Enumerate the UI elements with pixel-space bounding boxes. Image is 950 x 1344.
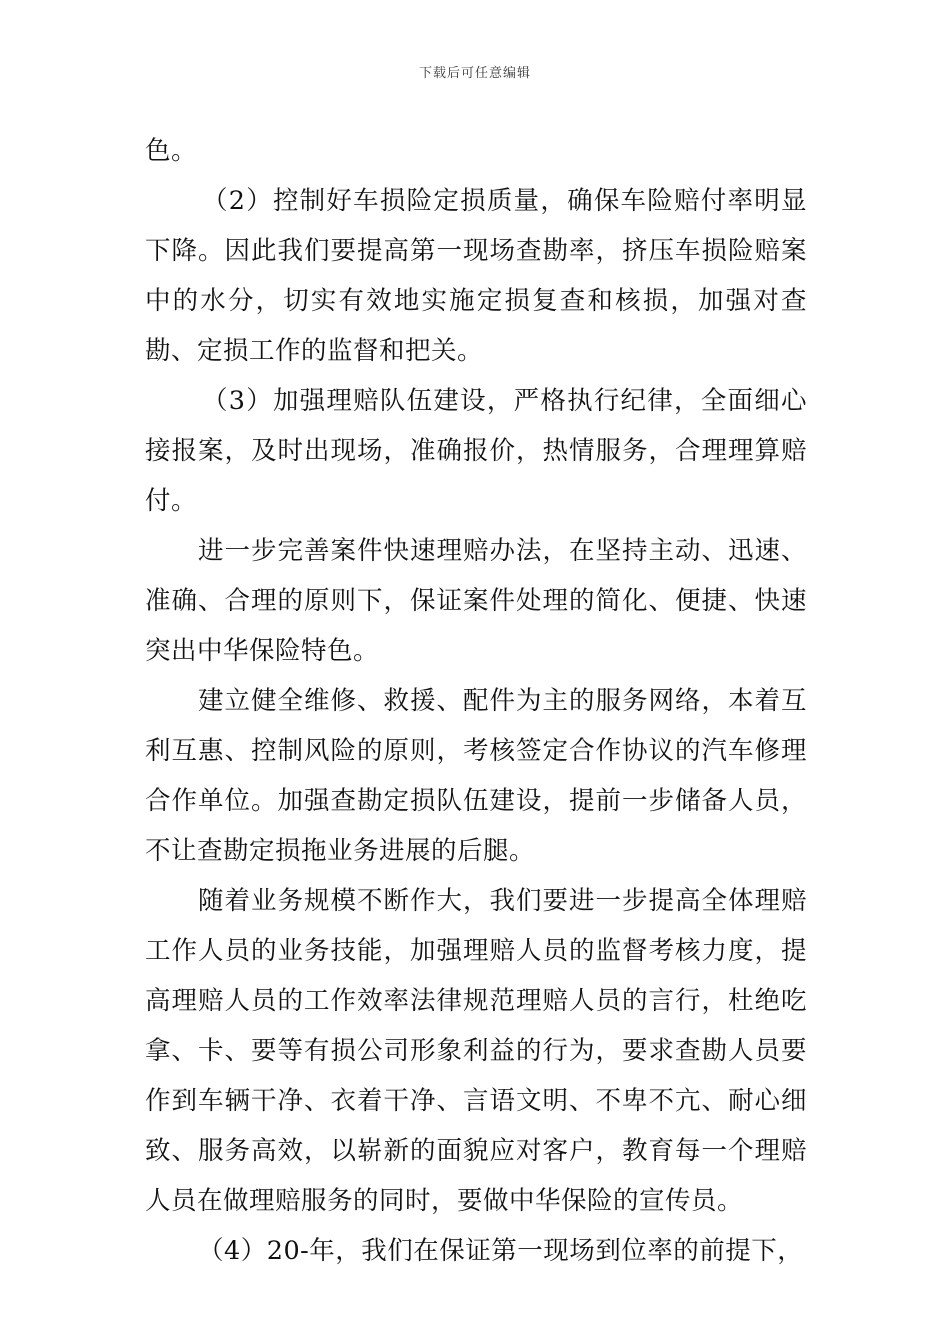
paragraph-claims-method: 进一步完善案件快速理赔办法，在坚持主动、迅速、准确、合理的原则下，保证案件处理的简化、便捷、快速突出中华保险特色。 [145, 536, 807, 666]
paragraph-continuation: 色。 [145, 136, 198, 166]
paragraph-item-3: （3）加强理赔队伍建设，严格执行纪律，全面细心接报案，及时出现场，准确报价，热情服务，合理理算赔付。 [145, 386, 807, 516]
paragraph-service-network: 建立健全维修、救援、配件为主的服务网络，本着互利互惠、控制风险的原则，考核签定合作协议的汽车修理合作单位。加强查勘定损队伍建设，提前一步储备人员，不让查勘定损拖业务进展的后腿。 [145, 686, 807, 866]
document-body [145, 126, 807, 1276]
page-header: 下载后可任意编辑 [418, 66, 531, 81]
paragraph-item-4: （4）20-年，我们在保证第一现场到位率的前提下， [198, 1236, 804, 1266]
paragraph-item-2: （2）控制好车损险定损质量，确保车险赔付率明显下降。因此我们要提高第一现场查勘率，挤压车损险赔案中的水分，切实有效地实施定损复查和核损，加强对查勘、定损工作的监督和把关。 [145, 186, 807, 366]
paragraph-staff-skills: 随着业务规模不断作大，我们要进一步提高全体理赔工作人员的业务技能，加强理赔人员的监督考核力度，提高理赔人员的工作效率法律规范理赔人员的言行，杜绝吃拿、卡、要等有损公司形象利益的行为，要求查勘人员要作到车辆干净、衣着干净、言语文明、不卑不亢、耐心细致、服务高效，以崭新的面貌应对客户，教育每一个理赔人员在做理赔服务的同时，要做中华保险的宣传员。 [145, 886, 807, 1216]
